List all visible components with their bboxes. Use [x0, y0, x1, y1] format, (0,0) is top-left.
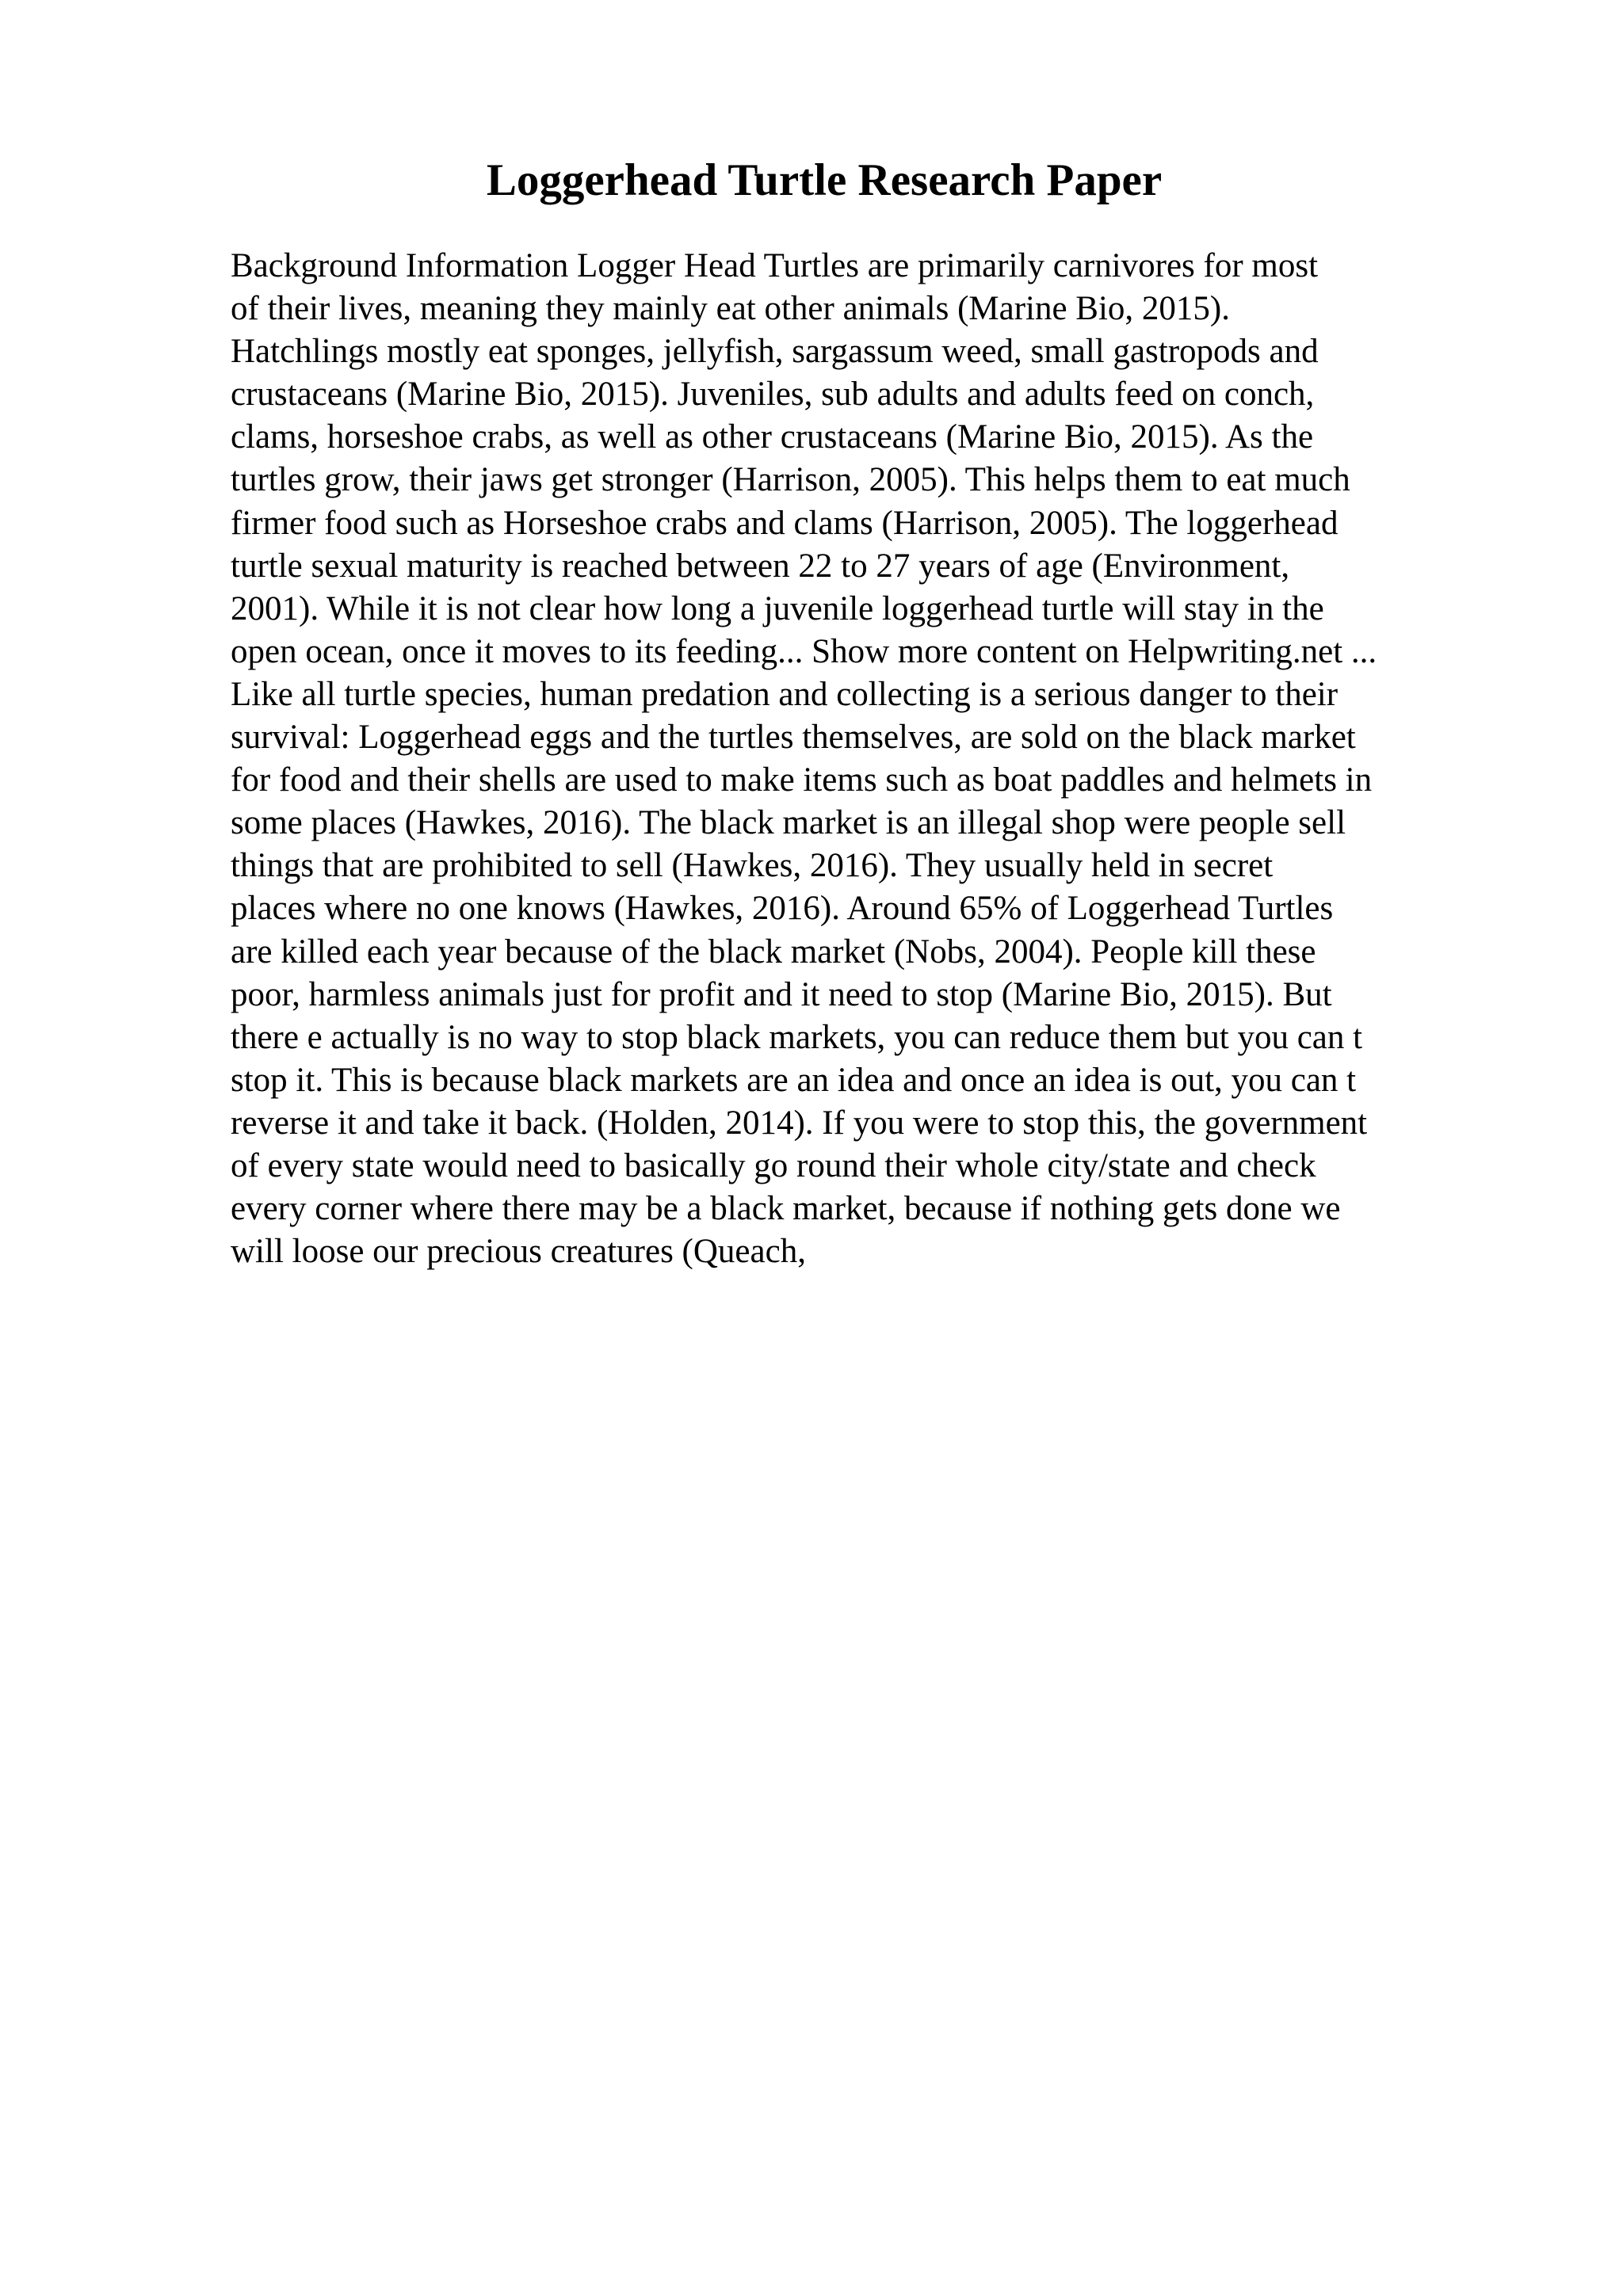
body-line: open ocean, once it moves to its feeding... Show more content on Helpwriting.net ...: [231, 632, 1377, 670]
body-line: places where no one knows (Hawkes, 2016). Around 65% of Loggerhead Turtles: [231, 890, 1334, 928]
body-line: Like all turtle species, human predation and collecting is a serious danger to their: [231, 675, 1338, 713]
body-line: things that are prohibited to sell (Hawkes, 2016). They usually held in secret: [231, 847, 1274, 885]
body-line: clams, horseshoe crabs, as well as other crustaceans (Marine Bio, 2015). As the: [231, 418, 1314, 456]
body-line: will loose our precious creatures (Queach,: [231, 1233, 806, 1271]
body-line: poor, harmless animals just for profit and it need to stop (Marine Bio, 2015). But: [231, 975, 1332, 1013]
body-line: 2001). While it is not clear how long a juvenile loggerhead turtle will stay in the: [231, 589, 1324, 627]
document-body: [231, 245, 1499, 1273]
body-line: are killed each year because of the black market (Nobs, 2004). People kill these: [231, 933, 1316, 971]
body-line: firmer food such as Horseshoe crabs and clams (Harrison, 2005). The loggerhead: [231, 504, 1338, 542]
body-line: some places (Hawkes, 2016). The black market is an illegal shop were people sell: [231, 804, 1346, 842]
body-line: turtles grow, their jaws get stronger (Harrison, 2005). This helps them to eat much: [231, 461, 1350, 499]
body-line: for food and their shells are used to make items such as boat paddles and helmets in: [231, 761, 1373, 799]
body-line: reverse it and take it back. (Holden, 2014). If you were to stop this, the government: [231, 1104, 1368, 1142]
body-line: Hatchlings mostly eat sponges, jellyfish, sargassum weed, small gastropods and: [231, 333, 1319, 371]
body-line: every corner where there may be a black market, because if nothing gets done we: [231, 1190, 1341, 1228]
document-title: Loggerhead Turtle Research Paper: [486, 155, 1163, 205]
body-line: crustaceans (Marine Bio, 2015). Juveniles, sub adults and adults feed on conch,: [231, 376, 1315, 414]
body-line: of their lives, meaning they mainly eat other animals (Marine Bio, 2015).: [231, 290, 1231, 328]
body-line: Background Information Logger Head Turtles are primarily carnivores for most: [231, 247, 1319, 284]
body-line: stop it. This is because black markets are an idea and once an idea is out, you can t: [231, 1061, 1357, 1099]
body-line: turtle sexual maturity is reached between 22 to 27 years of age (Environment,: [231, 547, 1290, 585]
body-line: survival: Loggerhead eggs and the turtles themselves, are sold on the black market: [231, 719, 1356, 757]
body-line: there e actually is no way to stop black markets, you can reduce them but you can t: [231, 1018, 1363, 1056]
body-line: of every state would need to basically go round their whole city/state and check: [231, 1146, 1316, 1184]
